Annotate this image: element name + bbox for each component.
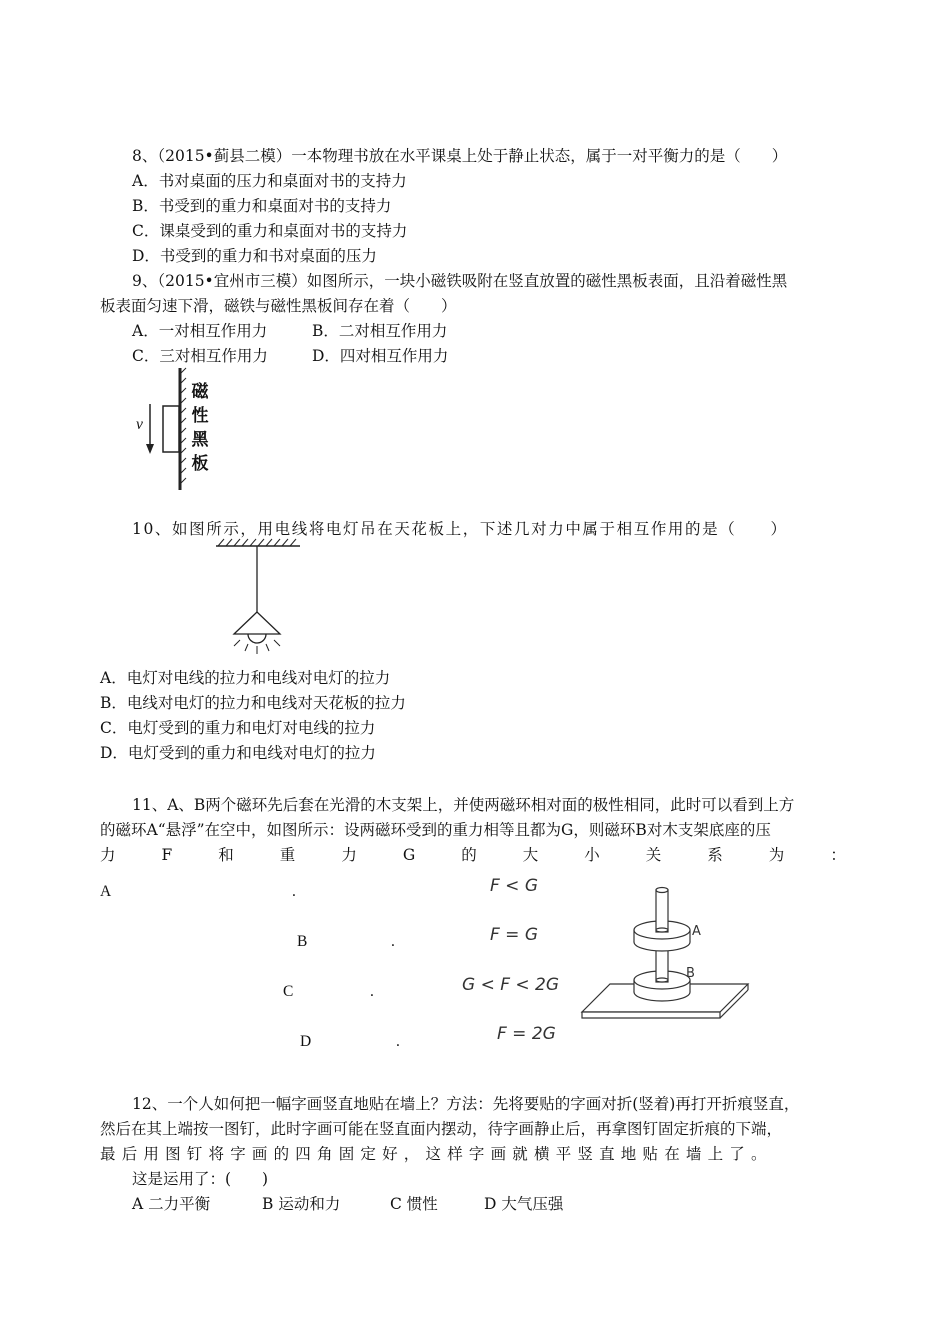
velocity-arrow (146, 404, 154, 454)
q11-option-d-letter: D (300, 1033, 312, 1050)
q9-option-b: B．二对相互作用力 (312, 322, 448, 340)
q11-stem-line2: 的磁环A“悬浮”在空中，如图所示：设两磁环受到的重力相等且都为G，则磁环B对木支架底座的压 (100, 821, 771, 839)
q11-formula-a: F < G (490, 876, 539, 896)
q9-option-c: C．三对相互作用力 (132, 347, 268, 365)
q11-formula-c: G < F < 2G (462, 975, 560, 995)
q11-word: 关 (645, 846, 662, 864)
q11-word: 系 (707, 846, 723, 864)
q11-word: G (402, 846, 416, 864)
q11-word: 小 (584, 846, 600, 864)
q11-word: 重 (279, 846, 296, 864)
q9-stem-line1: 9、（2015•宜州市三模）如图所示，一块小磁铁吸附在竖直放置的磁性黑板表面，且沿着磁性黑 (132, 272, 788, 290)
stand-base-edge (582, 1012, 720, 1018)
magnet-rings-figure (578, 884, 750, 1030)
q10-option-d: D．电灯受到的重力和电线对电灯的拉力 (100, 744, 376, 762)
rod-upper (656, 890, 668, 932)
board-char-4: 板 (191, 454, 209, 474)
q11-option-b-letter: B (297, 933, 308, 950)
q10-option-b: B．电线对电灯的拉力和电线对天花板的拉力 (100, 694, 406, 712)
ring-a-label: A (692, 924, 701, 939)
q11-word: 力 (100, 846, 116, 864)
ring-b-label: B (686, 966, 695, 981)
magnet-block (163, 406, 179, 452)
rod-top (656, 888, 668, 893)
q8-option-c: C．课桌受到的重力和桌面对书的支持力 (132, 222, 408, 240)
q11-formula-d: F = 2G (497, 1024, 556, 1044)
q10-stem: 10、如图所示，用电线将电灯吊在天花板上，下述几对力中属于相互作用的是（ ） (132, 520, 788, 538)
q11-stem-line1: 11、A、B两个磁环先后套在光滑的木支架上，并使两磁环相对面的极性相同，此时可以看到上方 (132, 796, 795, 814)
q11-formula-b: F = G (490, 925, 539, 945)
q10-option-c: C．电灯受到的重力和电灯对电线的拉力 (100, 719, 376, 737)
q11-option-c-dot: . (370, 983, 374, 1000)
q12-option-d: D 大气压强 (484, 1195, 564, 1213)
q8-option-a: A．书对桌面的压力和桌面对书的支持力 (132, 172, 407, 190)
q11-word: F (161, 846, 173, 864)
q9-option-a: A．一对相互作用力 (132, 322, 268, 340)
hanging-lamp-figure (210, 536, 310, 661)
q11-word: 的 (461, 846, 477, 864)
q11-word: 和 (218, 846, 234, 864)
q12-option-a: A 二力平衡 (132, 1195, 211, 1213)
q12-option-b: B 运动和力 (262, 1195, 341, 1213)
lamp-bulb (248, 634, 266, 643)
board-char-1: 磁 (191, 382, 209, 402)
q8-option-d: D．书受到的重力和书对桌面的压力 (132, 247, 377, 265)
q10-option-a: A．电灯对电线的拉力和电线对电灯的拉力 (100, 669, 391, 687)
lamp-shade (234, 612, 280, 634)
q12-option-c: C 惯性 (390, 1195, 438, 1213)
ceiling-hatching (216, 539, 300, 546)
q12-line3: 最后用图钉将字画的四角固定好，这样字画就横平竖直地贴在墙上了。 (100, 1145, 773, 1163)
board-char-2: 性 (191, 406, 209, 426)
q11-option-b-dot: . (391, 933, 395, 950)
q9-option-d: D．四对相互作用力 (312, 347, 449, 365)
q12-line2: 然后在其上端按一图钉，此时字画可能在竖直面内摆动，待字画静止后，再拿图钉固定折痕的下端， (100, 1120, 783, 1138)
q12-line4: 这是运用了：( ) (132, 1170, 269, 1188)
board-char-3: 黑 (191, 430, 209, 450)
q11-word: 为 (768, 846, 785, 864)
q11-word: ： (830, 846, 846, 864)
q9-stem-line2: 板表面匀速下滑，磁铁与磁性黑板间存在着（ ） (100, 297, 457, 315)
q11-option-a-letter: A (100, 883, 112, 900)
q11-option-c-letter: C (283, 983, 294, 1000)
q11-option-d-dot: . (396, 1033, 400, 1050)
q11-word: 大 (522, 846, 539, 864)
velocity-label: v (136, 416, 143, 433)
q11-stem-line3 (100, 845, 846, 865)
q8-option-b: B．书受到的重力和桌面对书的支持力 (132, 197, 392, 215)
q8-stem: 8、（2015•蓟县二模）一本物理书放在水平课桌上处于静止状态，属于一对平衡力的是（ ） (132, 147, 788, 165)
q11-option-a-dot: . (292, 883, 296, 900)
light-rays (234, 640, 280, 654)
q12-line1: 12、一个人如何把一幅字画竖直地贴在墙上？方法：先将要贴的字画对折(竖着)再打开折痕竖直， (132, 1095, 800, 1113)
q11-word: 力 (341, 846, 357, 864)
